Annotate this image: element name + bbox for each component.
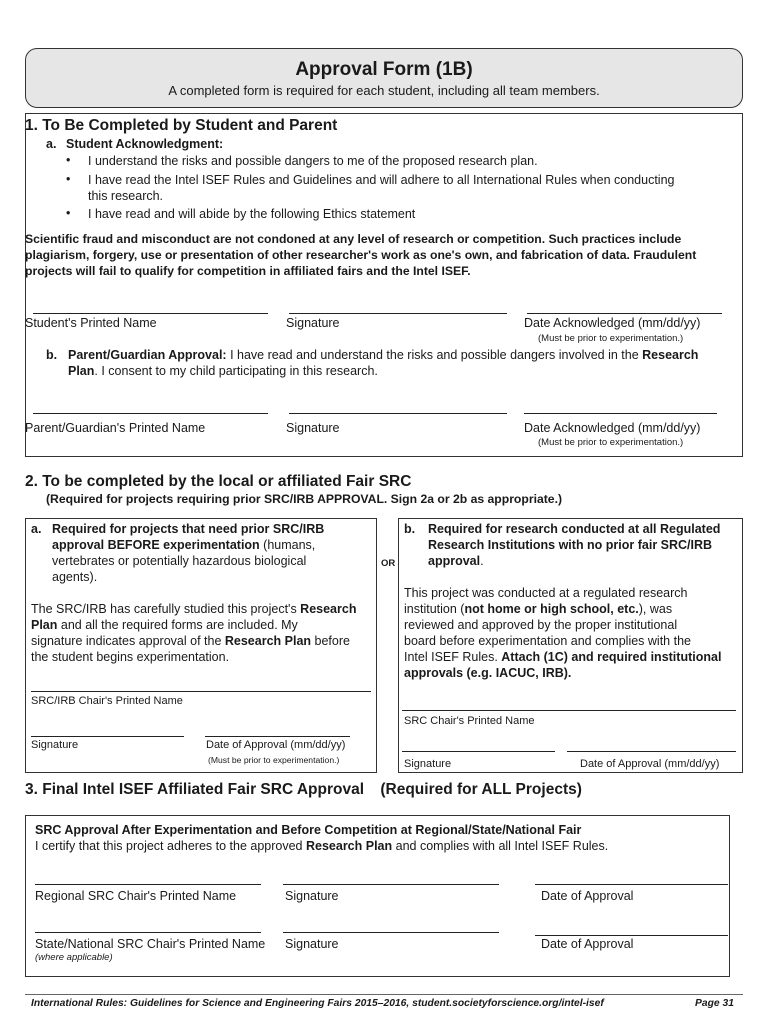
ethics-line: Scientific fraud and misconduct are not condoned at any level of research or competition. Such practices include [25,232,682,246]
s2a-line3: vertebrates or potentially hazardous biological [52,554,307,568]
s2a-p3-rest: before [311,634,350,648]
form-header [25,48,743,108]
parent-name-label: Parent/Guardian's Printed Name [25,421,206,435]
page-title: Approval Form (1B) [295,59,473,80]
s1b-text2: . I consent to my child participating in this research. [94,364,378,378]
state-name-line[interactable] [35,932,261,933]
s2b-title1: Required for research conducted at all Regulated [428,522,721,536]
s1b-label: b. [46,348,58,362]
src-irb-chair-line[interactable] [31,691,371,692]
s2b-date-label: Date of Approval (mm/dd/yy) [580,758,720,770]
bullet-text: I have read and will abide by the following Ethics statement [88,207,416,221]
parent-prior-note: (Must be prior to experimentation.) [538,437,684,448]
s1b-title: Parent/Guardian Approval: [68,348,227,362]
s2a-p3-text: signature indicates approval of the [31,634,225,648]
s2b-p2 [404,601,672,617]
section2-subheading: (Required for projects requiring prior SRC/IRB APPROVAL. Sign 2a or 2b as appropriate.) [46,492,563,506]
s2a-p4: the student begins experimentation. [31,650,230,664]
s2a-date-line[interactable] [205,736,350,737]
s2a-p3-bold: Research Plan [224,634,312,648]
student-date-line[interactable] [527,313,722,314]
regional-name-label: Regional SRC Chair's Printed Name [35,889,237,903]
src-chair-line[interactable] [402,710,736,711]
bullet-text-cont: this research. [88,189,164,203]
s2a-p3 [31,633,350,649]
s2b-p2-bold: not home or high school, etc. [464,602,639,616]
s3-box-text [35,838,608,854]
s2a-signature-label: Signature [31,739,79,751]
regional-date-label: Date of Approval [541,889,634,903]
s2a-prior-note: (Must be prior to experimentation.) [208,755,340,765]
s2a-date-label: Date of Approval (mm/dd/yy) [206,739,346,751]
page-number: Page 31 [695,998,734,1009]
s1b-text-line2 [68,363,378,379]
prior-note: (Must be prior to experimentation.) [538,333,684,344]
section3-heading-req: (Required for ALL Projects) [380,781,582,798]
student-signature-label: Signature [286,316,340,330]
s2a-title2-bold: approval BEFORE experimentation [52,538,260,552]
regional-name-line[interactable] [35,884,261,885]
where-applicable: (where applicable) [35,952,113,963]
s3-box-bold: Research Plan [305,839,393,853]
s2b-p2-rest: ), was [638,602,673,616]
s1b-bold1: Research [642,348,699,362]
section1-heading: 1. To Be Completed by Student and Parent [25,117,338,134]
s3-box-title: SRC Approval After Experimentation and Before Competition at Regional/State/National Fair [35,823,582,837]
s2a-p2-text: and all the required forms are included. My [57,618,298,632]
s2a-signature-line[interactable] [31,736,184,737]
s3-box-text1: I certify that this project adheres to the approved [35,839,306,853]
s2b-p6: approvals (e.g. IACUC, IRB). [404,666,572,680]
s2b-p1: This project was conducted at a regulated research [404,586,688,600]
src-chair-label: SRC Chair's Printed Name [404,715,535,727]
s2b-p5-bold: Attach (1C) and required institutional [501,650,722,664]
parent-date-line[interactable] [524,413,717,414]
s2b-p4: board before experimentation and complies with the [404,634,691,648]
state-signature-label: Signature [285,937,339,951]
s2b-date-line[interactable] [567,751,736,752]
section3-heading-text: 3. Final Intel ISEF Affiliated Fair SRC Approval [25,781,365,798]
src-irb-chair-label: SRC/IRB Chair's Printed Name [31,695,183,707]
s2a-p1 [31,601,356,617]
parent-signature-label: Signature [286,421,340,435]
parent-date-label: Date Acknowledged (mm/dd/yy) [524,421,701,435]
s2b-title3-rest: . [480,554,484,568]
s2a-label: a. [31,522,42,536]
s2b-title3-bold: approval [428,554,481,568]
s2b-signature-line[interactable] [402,751,555,752]
regional-signature-line[interactable] [283,884,499,885]
s2b-p2-text: institution ( [404,602,465,616]
student-signature-line[interactable] [289,313,507,314]
s2b-label: b. [404,522,416,536]
regional-signature-label: Signature [285,889,339,903]
s1a-label: a. [46,137,57,151]
s2b-p5 [404,649,721,665]
bullet-text: I have read the Intel ISEF Rules and Guidelines and will adhere to all International Rules when conducting [88,173,675,187]
student-name-line[interactable] [33,313,268,314]
s1a-title: Student Acknowledgment: [66,137,224,151]
s2b-p3: reviewed and approved by the proper institutional [404,618,678,632]
s2a-title1: Required for projects that need prior SRC/IRB [52,522,325,536]
bullet-dot: • [66,153,71,167]
section2-heading: 2. To be completed by the local or affiliated Fair SRC [25,473,412,490]
s1b-bold2: Plan [68,364,95,378]
s2a-p1-text: The SRC/IRB has carefully studied this project's [31,602,301,616]
s2b-p5-text: Intel ISEF Rules. [404,650,502,664]
footer-rule [25,994,743,995]
state-name-label: State/National SRC Chair's Printed Name [35,937,266,951]
student-date-label: Date Acknowledged (mm/dd/yy) [524,316,701,330]
state-signature-line[interactable] [283,932,499,933]
parent-signature-line[interactable] [289,413,507,414]
s3-box-text2: and complies with all Intel ISEF Rules. [392,839,609,853]
s2a-title2 [52,537,315,553]
s2a-title2-rest: (humans, [259,538,316,552]
s2b-title2: Research Institutions with no prior fair SRC/IRB [428,538,713,552]
s2b-title3 [428,553,484,569]
s2b-signature-label: Signature [404,758,452,770]
page-subtitle: A completed form is required for each student, including all team members. [168,83,600,98]
regional-date-line[interactable] [535,884,728,885]
s2a-line4: agents). [52,570,98,584]
footer-text: International Rules: Guidelines for Science and Engineering Fairs 2015–2016, student.societyforscience.org/intel-isef [31,998,604,1009]
state-date-label: Date of Approval [541,937,634,951]
s2a-p2-bold: Plan [31,618,58,632]
s2a-p1-bold: Research [300,602,357,616]
section3-heading [25,781,582,799]
bullet-dot: • [66,172,71,186]
student-name-label: Student's Printed Name [25,316,157,330]
s1b-text1: I have read and understand the risks and possible dangers involved in the [226,348,643,362]
or-label: OR [381,558,396,569]
s2a-p2 [31,617,298,633]
ethics-line: plagiarism, forgery, use or presentation of other researcher's work as one's own, and fabrication of data. Fraudulent [25,248,697,262]
s1b-text [68,347,733,363]
parent-name-line[interactable] [33,413,268,414]
ethics-line: projects will fail to qualify for competition in affiliated fairs and the Intel ISEF. [25,264,471,278]
bullet-text: I understand the risks and possible dangers to me of the proposed research plan. [88,154,538,168]
bullet-dot: • [66,206,71,220]
